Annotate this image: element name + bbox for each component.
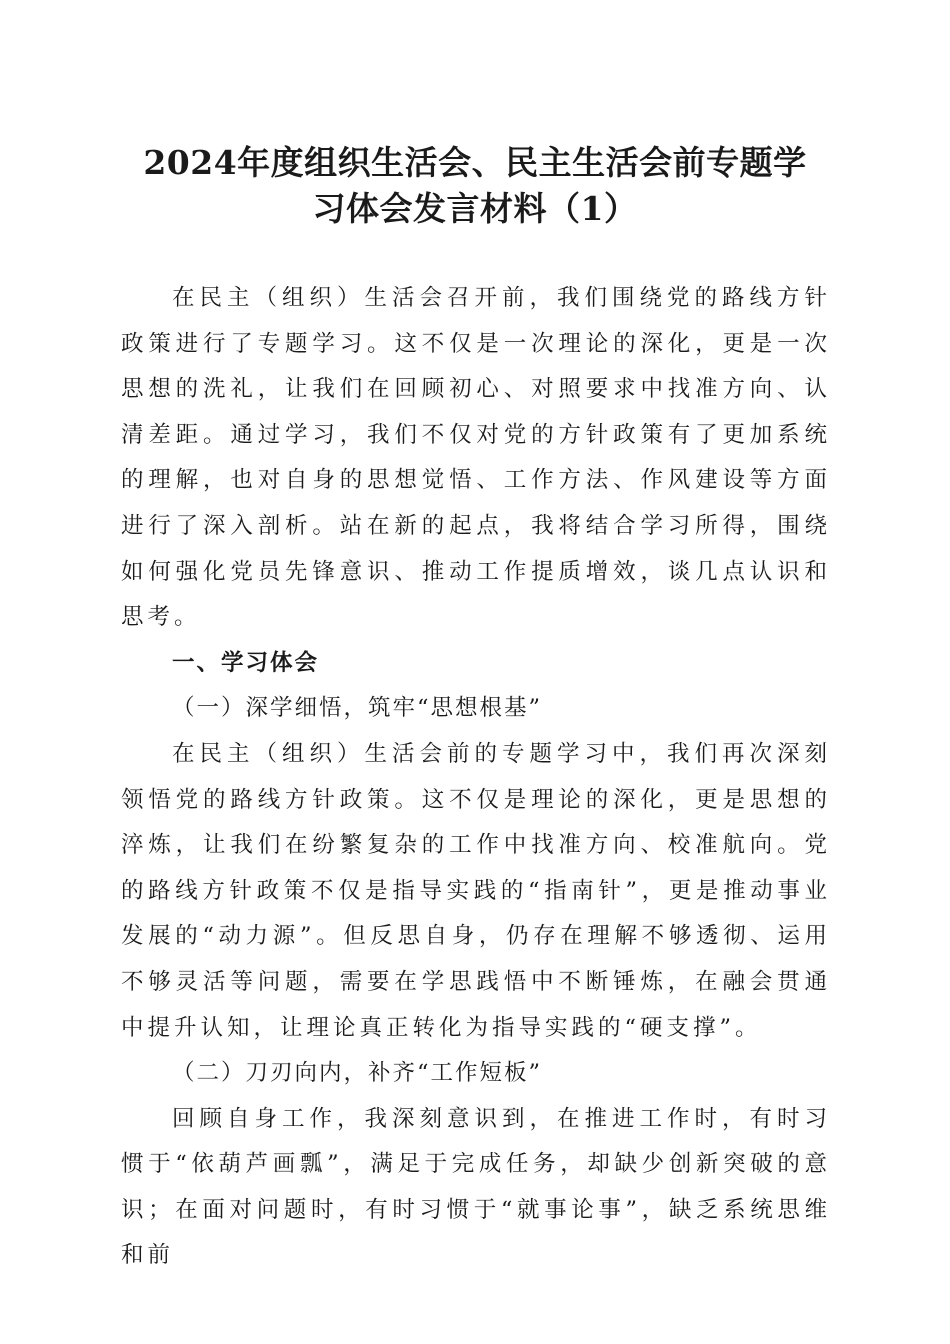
document-title xyxy=(100,140,850,232)
title-line-1: 2024年度组织生活会、民主生活会前专题学 xyxy=(143,143,807,182)
subsection-2-paragraph: 回顾自身工作，我深刻意识到，在推进工作时，有时习惯于“依葫芦画瓢”，满足于完成任务，却缺少创新突破的意识；在面对问题时，有时习惯于“就事论事”，缺乏系统思维和前 xyxy=(121,1105,831,1269)
subsection-1-paragraph: 在民主（组织）生活会前的专题学习中，我们再次深刻领悟党的路线方针政策。这不仅是理论的深化，更是思想的淬炼，让我们在纷繁复杂的工作中找准方向、校准航向。党的路线方针政策不仅是指导实践的“指南针”，更是推动事业发展的“动力源”。但反思自身，仍存在理解不够透彻、运用不够灵活等问题，需要在学思践悟中不断锤炼，在融会贯通中提升认知，让理论真正转化为指导实践的“硬支撑”。 xyxy=(121,740,831,1041)
title-line-2: 习体会发言材料（1） xyxy=(312,189,638,228)
section-heading-learning: 一、学习体会 xyxy=(172,649,320,676)
subsection-heading-1: （一）深学细悟，筑牢“思想根基” xyxy=(172,695,543,722)
document-body xyxy=(121,276,831,1279)
intro-paragraph: 在民主（组织）生活会召开前，我们围绕党的路线方针政策进行了专题学习。这不仅是一次理论的深化，更是一次思想的洗礼，让我们在回顾初心、对照要求中找准方向、认清差距。通过学习，我们不仅对党的方针政策有了更加系统的理解，也对自身的思想觉悟、工作方法、作风建设等方面进行了深入剖析。站在新的起点，我将结合学习所得，围绕如何强化党员先锋意识、推动工作提质增效，谈几点认识和思考。 xyxy=(121,285,831,631)
subsection-heading-2: （二）刀刃向内，补齐“工作短板” xyxy=(172,1060,543,1087)
